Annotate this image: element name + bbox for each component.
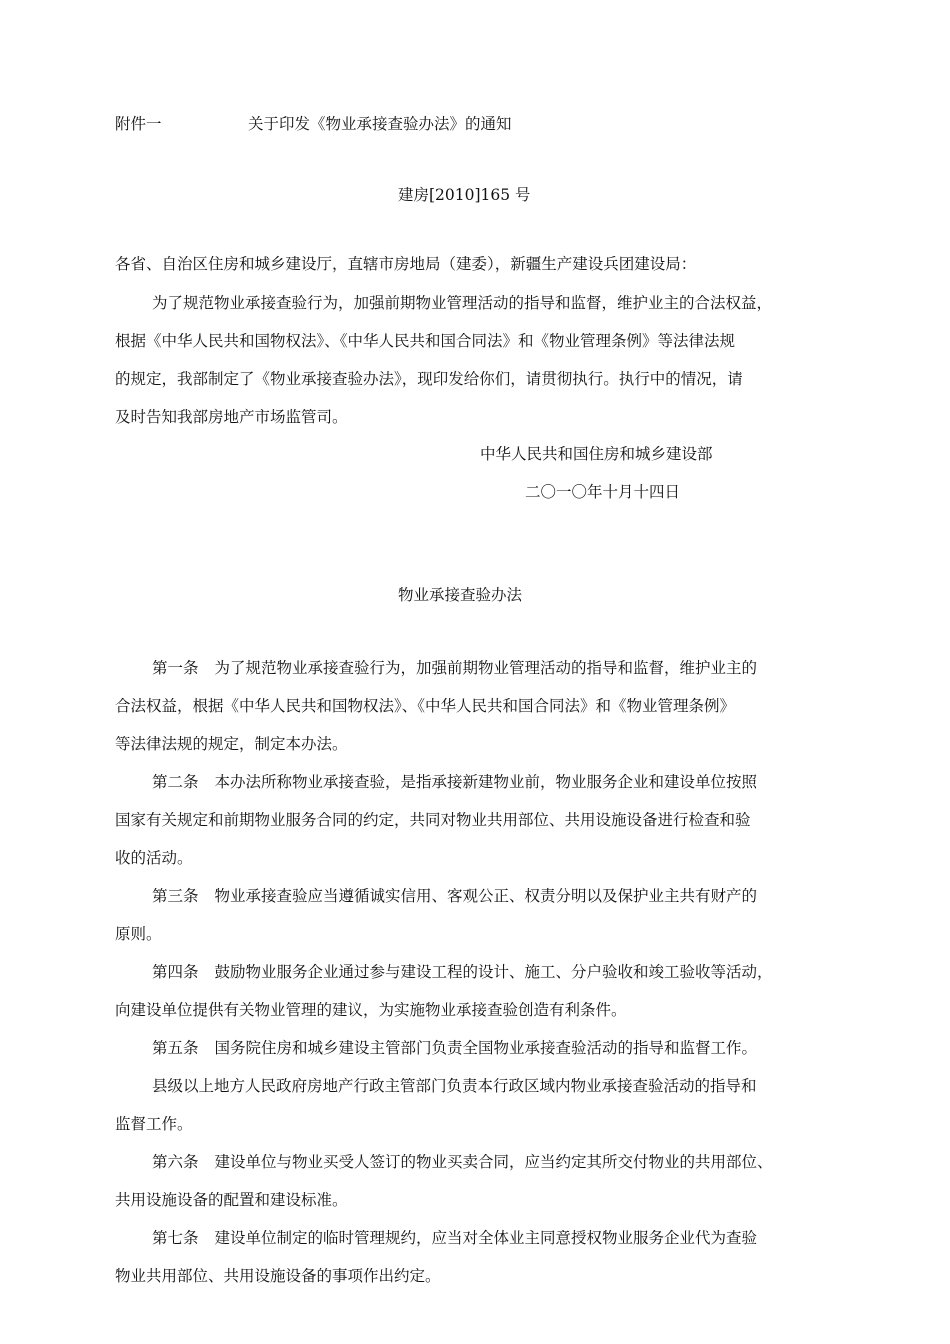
document-number: 建房[2010]165 号 (398, 186, 531, 204)
article-text: 为了规范物业承接查验行为，加强前期物业管理活动的指导和监督，维护业主的 (214, 659, 758, 677)
article-6-first-line (152, 1152, 773, 1172)
article-text: 建设单位制定的临时管理规约，应当对全体业主同意授权物业服务企业代为查验 (214, 1229, 758, 1247)
article-5-first-line (152, 1038, 757, 1058)
notice-body-line: 根据《中华人民共和国物权法》、《中华人民共和国合同法》和《物业管理条例》等法律法规 (115, 332, 736, 350)
article-number: 第六条 (152, 1153, 199, 1171)
article-text: 物业承接查验应当遵循诚实信用、客观公正、权责分明以及保护业主共有财产的 (214, 887, 758, 905)
article-7-first-line (152, 1228, 757, 1248)
signature-date: 二〇一〇年十月十四日 (525, 483, 681, 501)
article-line: 监督工作。 (115, 1115, 193, 1133)
article-number: 第一条 (152, 659, 199, 677)
article-text: 建设单位与物业买受人签订的物业买卖合同，应当约定其所交付物业的共用部位、 (214, 1153, 773, 1171)
article-number: 第五条 (152, 1039, 199, 1057)
article-number: 第七条 (152, 1229, 199, 1247)
article-number: 第二条 (152, 773, 199, 791)
notice-body-line: 及时告知我部房地产市场监管司。 (115, 408, 348, 426)
article-line: 物业共用部位、共用设施设备的事项作出约定。 (115, 1267, 441, 1285)
article-text: 鼓励物业服务企业通过参与建设工程的设计、施工、分户验收和竣工验收等活动， (214, 963, 773, 981)
article-line: 合法权益，根据《中华人民共和国物权法》、《中华人民共和国合同法》和《物业管理条例》 (115, 697, 736, 715)
article-text: 国务院住房和城乡建设主管部门负责全国物业承接查验活动的指导和监督工作。 (214, 1039, 758, 1057)
article-1-first-line (152, 658, 757, 678)
signature-organization: 中华人民共和国住房和城乡建设部 (480, 445, 713, 463)
article-number: 第三条 (152, 887, 199, 905)
notice-recipients: 各省、自治区住房和城乡建设厅，直辖市房地局（建委），新疆生产建设兵团建设局： (115, 255, 697, 273)
article-text: 本办法所称物业承接查验，是指承接新建物业前，物业服务企业和建设单位按照 (214, 773, 758, 791)
article-4-first-line (152, 962, 773, 982)
article-line: 国家有关规定和前期物业服务合同的约定，共同对物业共用部位、共用设施设备进行检查和验 (115, 811, 751, 829)
article-line: 共用设施设备的配置和建设标准。 (115, 1191, 348, 1209)
article-5-paragraph-2: 县级以上地方人民政府房地产行政主管部门负责本行政区域内物业承接查验活动的指导和 (152, 1077, 757, 1095)
article-line: 向建设单位提供有关物业管理的建议，为实施物业承接查验创造有利条件。 (115, 1001, 627, 1019)
article-line: 原则。 (115, 925, 162, 943)
article-number: 第四条 (152, 963, 199, 981)
notice-title: 关于印发《物业承接查验办法》的通知 (248, 115, 512, 133)
article-line: 等法律法规的规定，制定本办法。 (115, 735, 348, 753)
notice-body-line: 的规定，我部制定了《物业承接查验办法》，现印发给你们，请贯彻执行。执行中的情况，请 (115, 370, 743, 388)
article-line: 收的活动。 (115, 849, 193, 867)
notice-body-line: 为了规范物业承接查验行为，加强前期物业管理活动的指导和监督，维护业主的合法权益， (152, 294, 773, 312)
attachment-label: 附件一 (115, 115, 162, 133)
measures-title: 物业承接查验办法 (398, 586, 523, 604)
article-2-first-line (152, 772, 757, 792)
article-3-first-line (152, 886, 757, 906)
